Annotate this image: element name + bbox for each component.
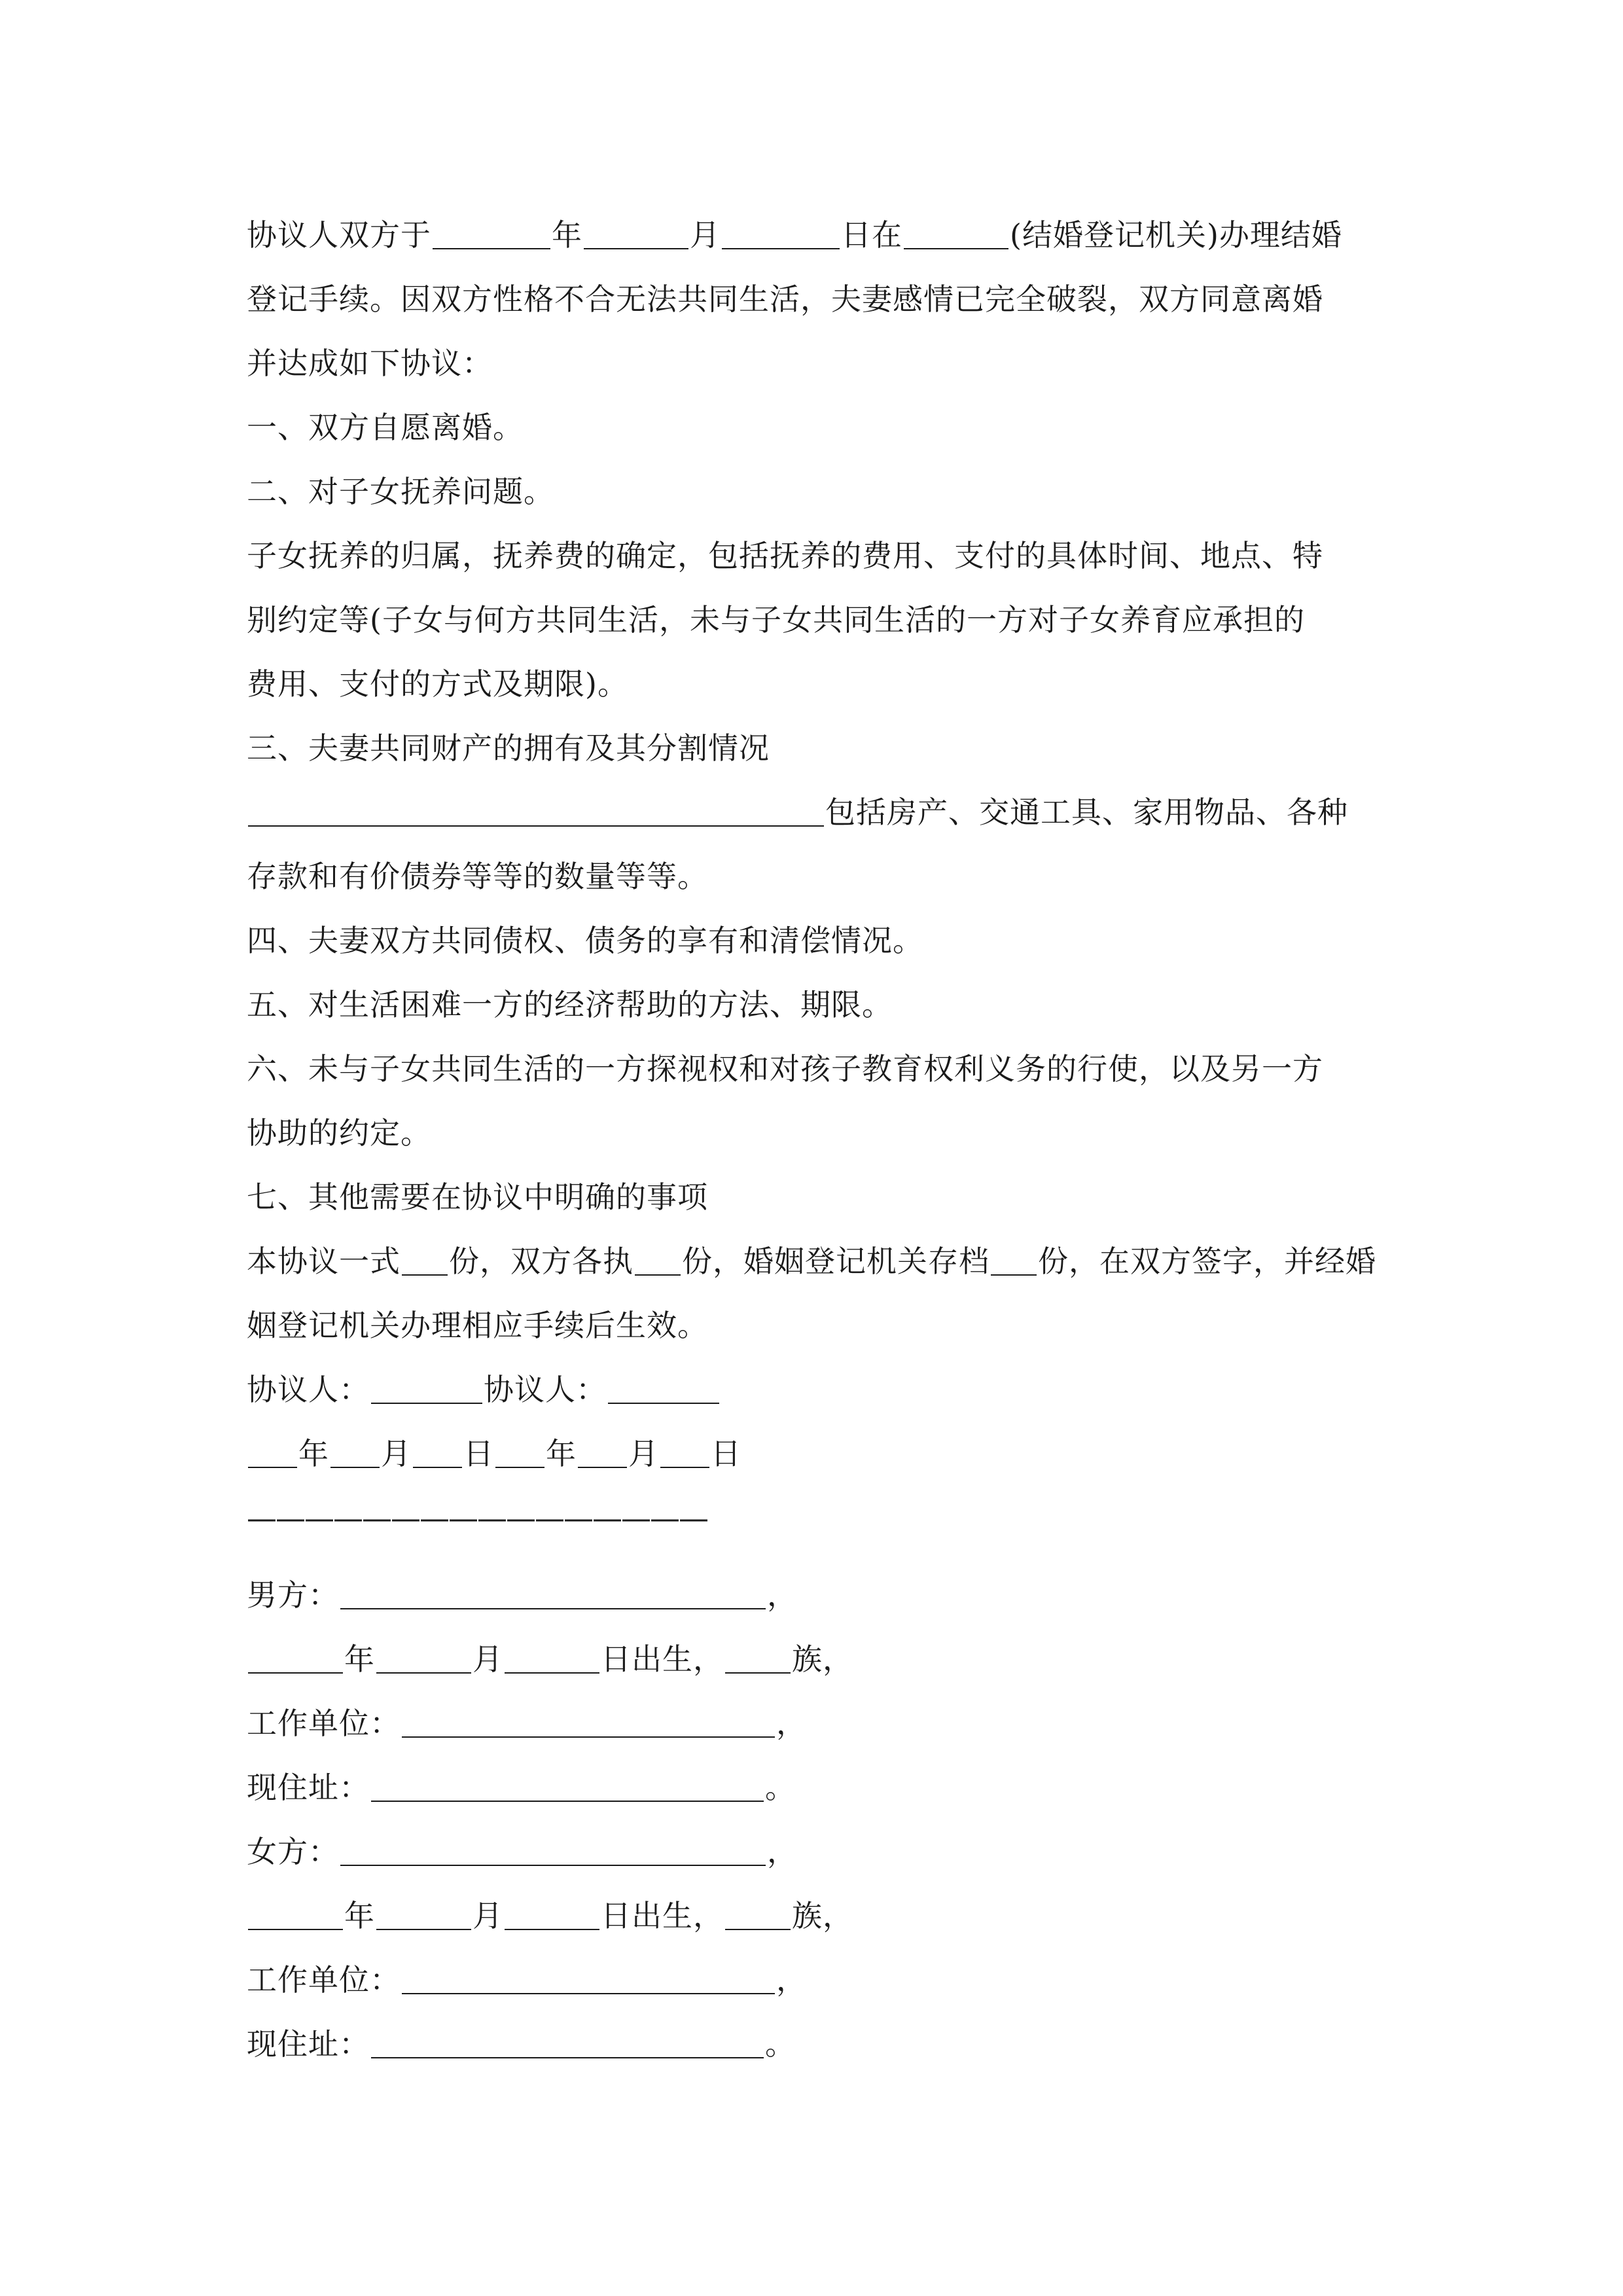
item-3-body-2: 存款和有价债券等等的数量等等。 — [247, 859, 708, 894]
blank-male-name[interactable] — [340, 1578, 766, 1609]
blank-male-year[interactable] — [248, 1642, 343, 1674]
date-day-label-1: 日 — [463, 1436, 494, 1471]
male-address-line — [247, 1755, 1379, 1820]
female-ethnic-label: 族， — [792, 1898, 853, 1933]
blank-female-name[interactable] — [340, 1835, 766, 1866]
male-address-label: 现住址： — [247, 1770, 370, 1805]
item-3-body-1 — [247, 780, 1379, 844]
item-2-body-1: 子女抚养的归属，抚养费的确定，包括抚养的费用、支付的具体时间、地点、特 — [247, 538, 1323, 573]
item-5: 五、对生活困难一方的经济帮助的方法、期限。 — [247, 987, 893, 1022]
male-ethnic-label: 族， — [792, 1641, 853, 1677]
female-address-end: 。 — [765, 2026, 796, 2062]
signer-label-2: 协议人： — [484, 1372, 607, 1407]
male-work-line — [247, 1691, 1379, 1755]
document-page — [247, 203, 1379, 2076]
blank-date-d1[interactable] — [413, 1437, 462, 1468]
blank-year[interactable] — [433, 218, 550, 249]
blank-female-month[interactable] — [376, 1899, 471, 1930]
female-day-label: 日出生， — [601, 1898, 724, 1933]
blank-female-address[interactable] — [371, 2027, 764, 2058]
date-month-label-2: 月 — [628, 1436, 659, 1471]
date-year-label-1: 年 — [298, 1436, 329, 1471]
female-label: 女方： — [247, 1834, 339, 1869]
copies-text-a: 本协议一式 — [247, 1244, 401, 1279]
female-work-line — [247, 1948, 1379, 2012]
blank-date-y2[interactable] — [495, 1437, 544, 1468]
blank-copies-archive[interactable] — [991, 1244, 1037, 1276]
female-birth-line — [247, 1884, 1379, 1948]
blank-signer-2[interactable] — [608, 1372, 719, 1404]
female-year-label: 年 — [344, 1898, 375, 1933]
copies-text-c: 份，婚姻登记机关存档 — [682, 1244, 990, 1279]
copies-text-b: 份，双方各执 — [449, 1244, 633, 1279]
blank-day[interactable] — [722, 218, 840, 249]
male-name-line — [247, 1563, 1379, 1627]
female-work-end: ， — [776, 1962, 807, 1998]
signers-line — [247, 1357, 1379, 1422]
intro-line-1 — [247, 203, 1379, 267]
intro-text-a: 协议人双方于 — [247, 217, 431, 253]
male-work-end: ， — [776, 1706, 807, 1741]
date-day-label-2: 日 — [711, 1436, 741, 1471]
blank-registry[interactable] — [904, 218, 1008, 249]
blank-date-m2[interactable] — [578, 1437, 627, 1468]
date-month-label-1: 月 — [381, 1436, 412, 1471]
item-1: 一、双方自愿离婚。 — [247, 410, 524, 445]
intro-text-c: 月 — [690, 217, 721, 253]
item-2: 二、对子女抚养问题。 — [247, 474, 554, 509]
intro-line-2: 登记手续。因双方性格不合无法共同生活，夫妻感情已完全破裂，双方同意离婚 — [247, 281, 1323, 317]
blank-date-m1[interactable] — [330, 1437, 380, 1468]
signer-label-1: 协议人： — [247, 1372, 370, 1407]
blank-female-day[interactable] — [505, 1899, 599, 1930]
male-work-label: 工作单位： — [247, 1706, 401, 1741]
blank-male-month[interactable] — [376, 1642, 471, 1674]
male-label: 男方： — [247, 1577, 339, 1613]
blank-copies-total[interactable] — [402, 1244, 448, 1276]
blank-male-day[interactable] — [505, 1642, 599, 1674]
male-day-label: 日出生， — [601, 1641, 724, 1677]
intro-text-b: 年 — [552, 217, 582, 253]
blank-male-ethnic[interactable] — [725, 1642, 791, 1674]
item-2-body-2: 别约定等(子女与何方共同生活，未与子女共同生活的一方对子女养育应承担的 — [247, 602, 1305, 637]
divider-line — [247, 1486, 1379, 1550]
blank-female-work[interactable] — [402, 1963, 775, 1994]
item-4: 四、夫妻双方共同债权、债务的享有和清偿情况。 — [247, 923, 923, 958]
item-6-line-2: 协助的约定。 — [247, 1115, 431, 1151]
male-birth-line — [247, 1627, 1379, 1691]
item-3-body-tail: 包括房产、交通工具、家用物品、各种 — [825, 795, 1348, 830]
blank-male-address[interactable] — [371, 1770, 764, 1802]
male-month-label: 月 — [473, 1641, 503, 1677]
female-address-line — [247, 2012, 1379, 2076]
blank-date-y1[interactable] — [248, 1437, 297, 1468]
item-6-line-1: 六、未与子女共同生活的一方探视权和对孩子教育权利义务的行使，以及另一方 — [247, 1051, 1323, 1086]
blank-male-work[interactable] — [402, 1706, 775, 1738]
item-3: 三、夫妻共同财产的拥有及其分割情况 — [247, 730, 770, 766]
intro-line-3: 并达成如下协议： — [247, 346, 493, 381]
intro-text-e: (结婚登记机关)办理结婚 — [1010, 217, 1342, 253]
blank-date-d2[interactable] — [660, 1437, 709, 1468]
female-address-label: 现住址： — [247, 2026, 370, 2062]
copies-line-1 — [247, 1229, 1379, 1293]
item-7: 七、其他需要在协议中明确的事项 — [247, 1179, 708, 1215]
item-2-body-3: 费用、支付的方式及期限)。 — [247, 666, 628, 702]
blank-signer-1[interactable] — [371, 1372, 482, 1404]
female-name-line — [247, 1820, 1379, 1884]
blank-female-year[interactable] — [248, 1899, 343, 1930]
intro-text-d: 日在 — [841, 217, 902, 253]
dates-line — [247, 1422, 1379, 1486]
blank-female-ethnic[interactable] — [725, 1899, 791, 1930]
copies-line-2: 姻登记机关办理相应手续后生效。 — [247, 1308, 708, 1343]
blank-property[interactable] — [248, 795, 824, 827]
copies-text-d: 份，在双方签字，并经婚 — [1038, 1244, 1376, 1279]
male-address-end: 。 — [765, 1770, 796, 1805]
date-year-label-2: 年 — [546, 1436, 577, 1471]
male-name-end: ， — [767, 1577, 798, 1613]
female-name-end: ， — [767, 1834, 798, 1869]
male-year-label: 年 — [344, 1641, 375, 1677]
female-month-label: 月 — [473, 1898, 503, 1933]
female-work-label: 工作单位： — [247, 1962, 401, 1998]
blank-month[interactable] — [584, 218, 688, 249]
blank-copies-each[interactable] — [635, 1244, 681, 1276]
divider: ———————————————— — [247, 1500, 707, 1535]
